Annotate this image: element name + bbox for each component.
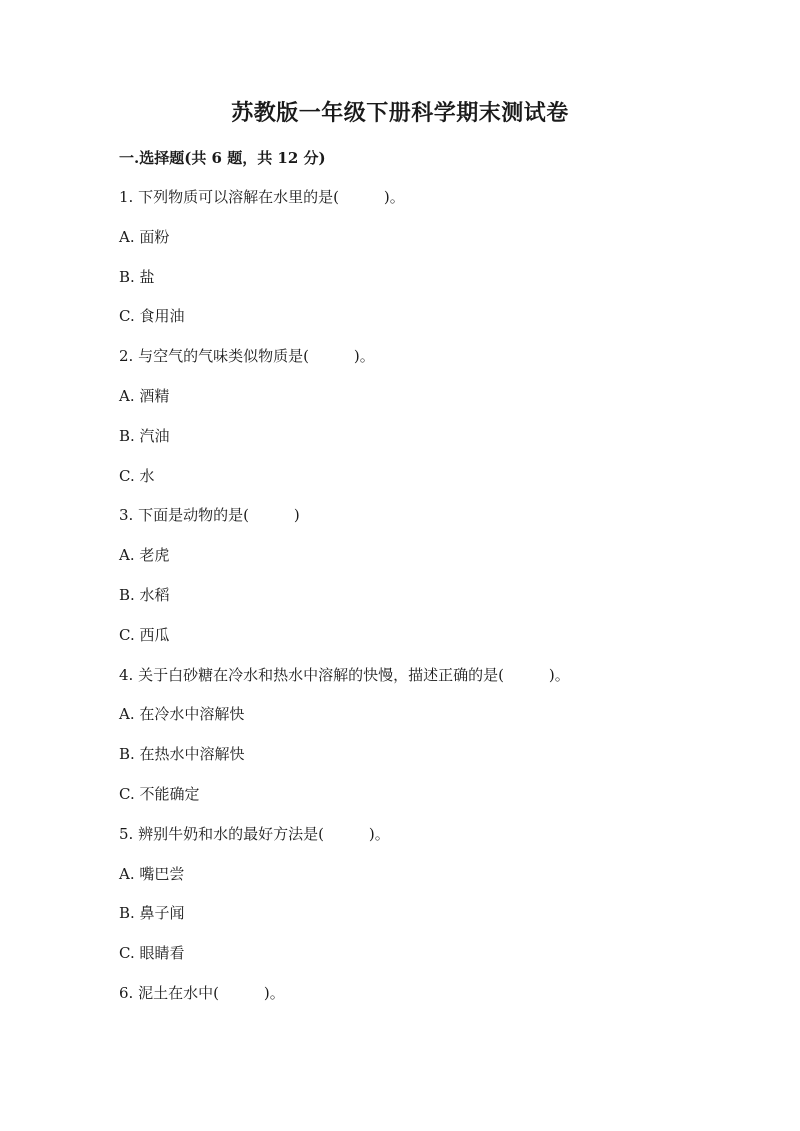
question-3-option-b: B. 水稻: [119, 585, 170, 604]
question-2-option-b: B. 汽油: [119, 426, 170, 445]
question-1-option-a: A. 面粉: [119, 227, 170, 246]
question-3-option-c: C. 西瓜: [119, 625, 170, 644]
question-2-stem: 2. 与空气的气味类似物质是( )。: [119, 347, 375, 366]
section-heading: 一.选择题(共 6 题，共 12 分): [119, 149, 326, 167]
question-2-option-a: A. 酒精: [119, 386, 170, 405]
question-5-option-b: B. 鼻子闻: [119, 904, 185, 923]
question-4-option-b: B. 在热水中溶解快: [119, 745, 245, 764]
question-5-option-a: A. 嘴巴尝: [119, 864, 185, 883]
question-1-option-c: C. 食用油: [119, 307, 185, 326]
question-5-stem: 5. 辨别牛奶和水的最好方法是( )。: [119, 824, 390, 843]
question-4-stem: 4. 关于白砂糖在冷水和热水中溶解的快慢，描述正确的是( )。: [119, 665, 570, 684]
question-1-option-b: B. 盐: [119, 267, 155, 286]
question-4-option-c: C. 不能确定: [119, 784, 200, 803]
question-list: [119, 186, 739, 1022]
question-4-option-a: A. 在冷水中溶解快: [119, 705, 245, 724]
question-1-stem: 1. 下列物质可以溶解在水里的是( )。: [119, 188, 405, 206]
question-3-option-a: A. 老虎: [119, 546, 170, 565]
page-title: 苏教版一年级下册科学期末测试卷: [231, 100, 569, 126]
question-2-option-c: C. 水: [119, 466, 155, 485]
question-6-stem: 6. 泥土在水中( )。: [119, 983, 285, 1002]
question-3-stem: 3. 下面是动物的是( ): [119, 506, 300, 525]
question-5-option-c: C. 眼睛看: [119, 944, 185, 963]
